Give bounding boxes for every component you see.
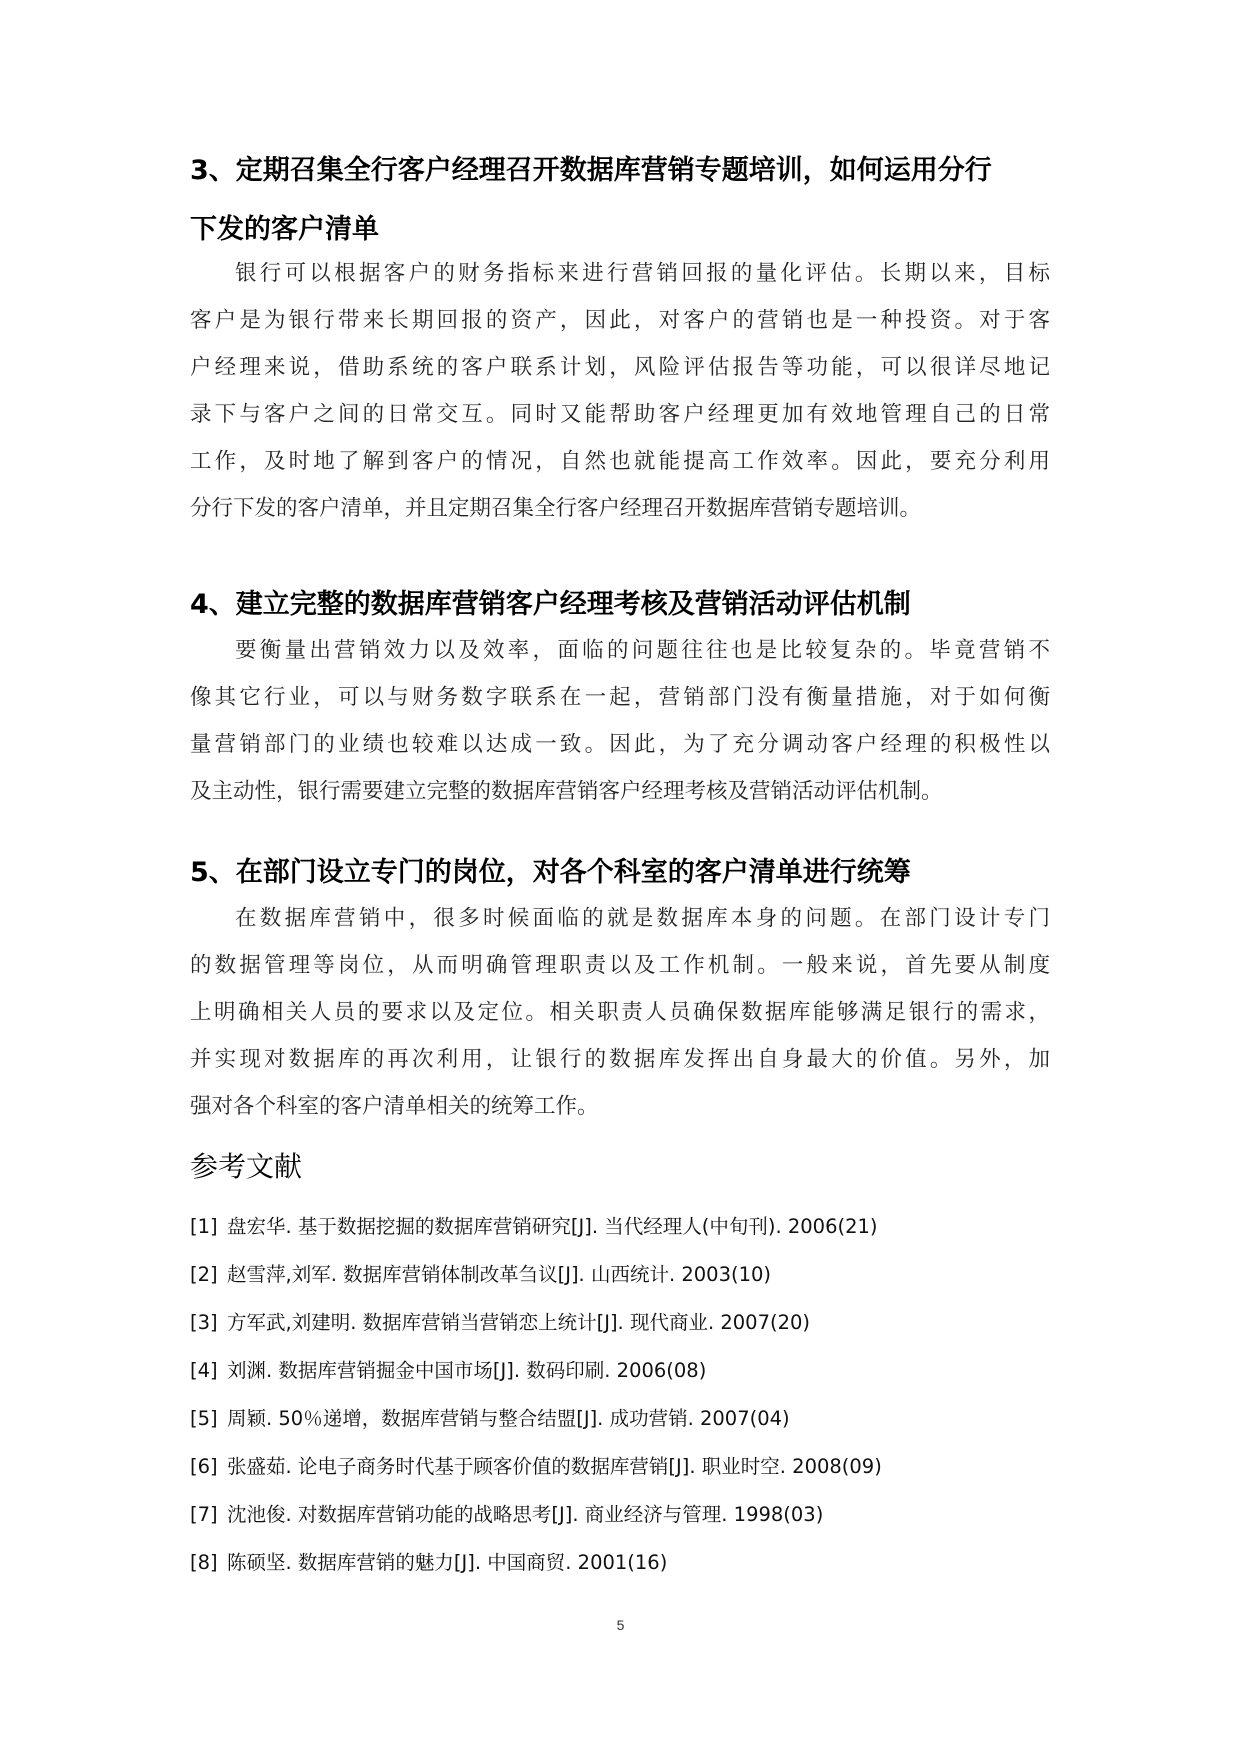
reference-number: [1]: [190, 1215, 218, 1238]
paragraph-line: 分行下发的客户清单，并且定期召集全行客户经理召开数据库营销专题培训。: [190, 496, 922, 521]
reference-number: [4]: [190, 1359, 218, 1382]
paragraph-line: 户经理来说，借助系统的客户联系计划，风险评估报告等功能，可以很详尽地记: [190, 355, 1050, 380]
references-list: [190, 1203, 882, 1587]
section-3-heading-line-2: 下发的客户清单: [190, 214, 379, 245]
reference-text: 盘宏华. 基于数据挖掘的数据库营销研究[J]. 当代经理人(中旬刊). 2006(21): [227, 1215, 878, 1238]
reference-number: [6]: [190, 1455, 218, 1478]
paragraph-line: 量营销部门的业绩也较难以达成一致。因此，为了充分调动客户经理的积极性以: [190, 732, 1050, 757]
reference-item: [190, 1443, 882, 1491]
reference-item: [190, 1395, 882, 1443]
paragraph-line: 要衡量出营销效力以及效率，面临的问题往往也是比较复杂的。毕竟营销不: [235, 638, 1050, 663]
paragraph-line: 录下与客户之间的日常交互。同时又能帮助客户经理更加有效地管理自己的日常: [190, 402, 1050, 427]
section-5-heading: 5、在部门设立专门的岗位，对各个科室的客户清单进行统筹: [190, 857, 911, 888]
reference-number: [5]: [190, 1407, 218, 1430]
page-number: 5: [616, 1617, 625, 1633]
reference-text: 方军武,刘建明. 数据库营销当营销恋上统计[J]. 现代商业. 2007(20): [227, 1311, 811, 1334]
paragraph-line: 强对各个科室的客户清单相关的统筹工作。: [190, 1094, 599, 1119]
section-3-heading-line-1: 3、定期召集全行客户经理召开数据库营销专题培训，如何运用分行: [190, 155, 992, 186]
reference-item: [190, 1491, 882, 1539]
reference-text: 赵雪萍,刘军. 数据库营销体制改革刍议[J]. 山西统计. 2003(10): [227, 1263, 772, 1286]
section-5-paragraph: [190, 895, 1050, 1130]
reference-text: 刘渊. 数据库营销掘金中国市场[J]. 数码印刷. 2006(08): [227, 1359, 707, 1382]
reference-item: [190, 1539, 882, 1587]
reference-item: [190, 1347, 882, 1395]
paragraph-line: 在数据库营销中，很多时候面临的就是数据库本身的问题。在部门设计专门: [235, 906, 1050, 931]
reference-number: [7]: [190, 1503, 218, 1526]
references-title: 参考文献: [190, 1150, 303, 1183]
paragraph-line: 银行可以根据客户的财务指标来进行营销回报的量化评估。长期以来，目标: [235, 261, 1050, 286]
paragraph-line: 像其它行业，可以与财务数字联系在一起，营销部门没有衡量措施，对于如何衡: [190, 685, 1050, 710]
section-4-heading: 4、建立完整的数据库营销客户经理考核及营销活动评估机制: [190, 589, 911, 620]
reference-number: [3]: [190, 1311, 218, 1334]
reference-number: [8]: [190, 1551, 218, 1574]
reference-text: 陈硕坚. 数据库营销的魅力[J]. 中国商贸. 2001(16): [227, 1551, 668, 1574]
section-3-paragraph: [190, 250, 1050, 532]
paragraph-line: 客户是为银行带来长期回报的资产，因此，对客户的营销也是一种投资。对于客: [190, 308, 1050, 333]
paragraph-line: 及主动性，银行需要建立完整的数据库营销客户经理考核及营销活动评估机制。: [190, 779, 943, 804]
reference-number: [2]: [190, 1263, 218, 1286]
reference-text: 周颖. 50％递增，数据库营销与整合结盟[J]. 成功营销. 2007(04): [227, 1407, 790, 1430]
reference-item: [190, 1299, 882, 1347]
paragraph-line: 并实现对数据库的再次利用，让银行的数据库发挥出自身最大的价值。另外，加: [190, 1047, 1050, 1072]
reference-item: [190, 1203, 882, 1251]
reference-item: [190, 1251, 882, 1299]
paragraph-line: 的数据管理等岗位，从而明确管理职责以及工作机制。一般来说，首先要从制度: [190, 953, 1050, 978]
paragraph-line: 工作，及时地了解到客户的情况，自然也就能提高工作效率。因此，要充分利用: [190, 449, 1050, 474]
section-4-paragraph: [190, 627, 1050, 815]
reference-text: 张盛茹. 论电子商务时代基于顾客价值的数据库营销[J]. 职业时空. 2008(09): [227, 1455, 882, 1478]
paragraph-line: 上明确相关人员的要求以及定位。相关职责人员确保数据库能够满足银行的需求，: [190, 1000, 1050, 1025]
reference-text: 沈池俊. 对数据库营销功能的战略思考[J]. 商业经济与管理. 1998(03): [227, 1503, 824, 1526]
